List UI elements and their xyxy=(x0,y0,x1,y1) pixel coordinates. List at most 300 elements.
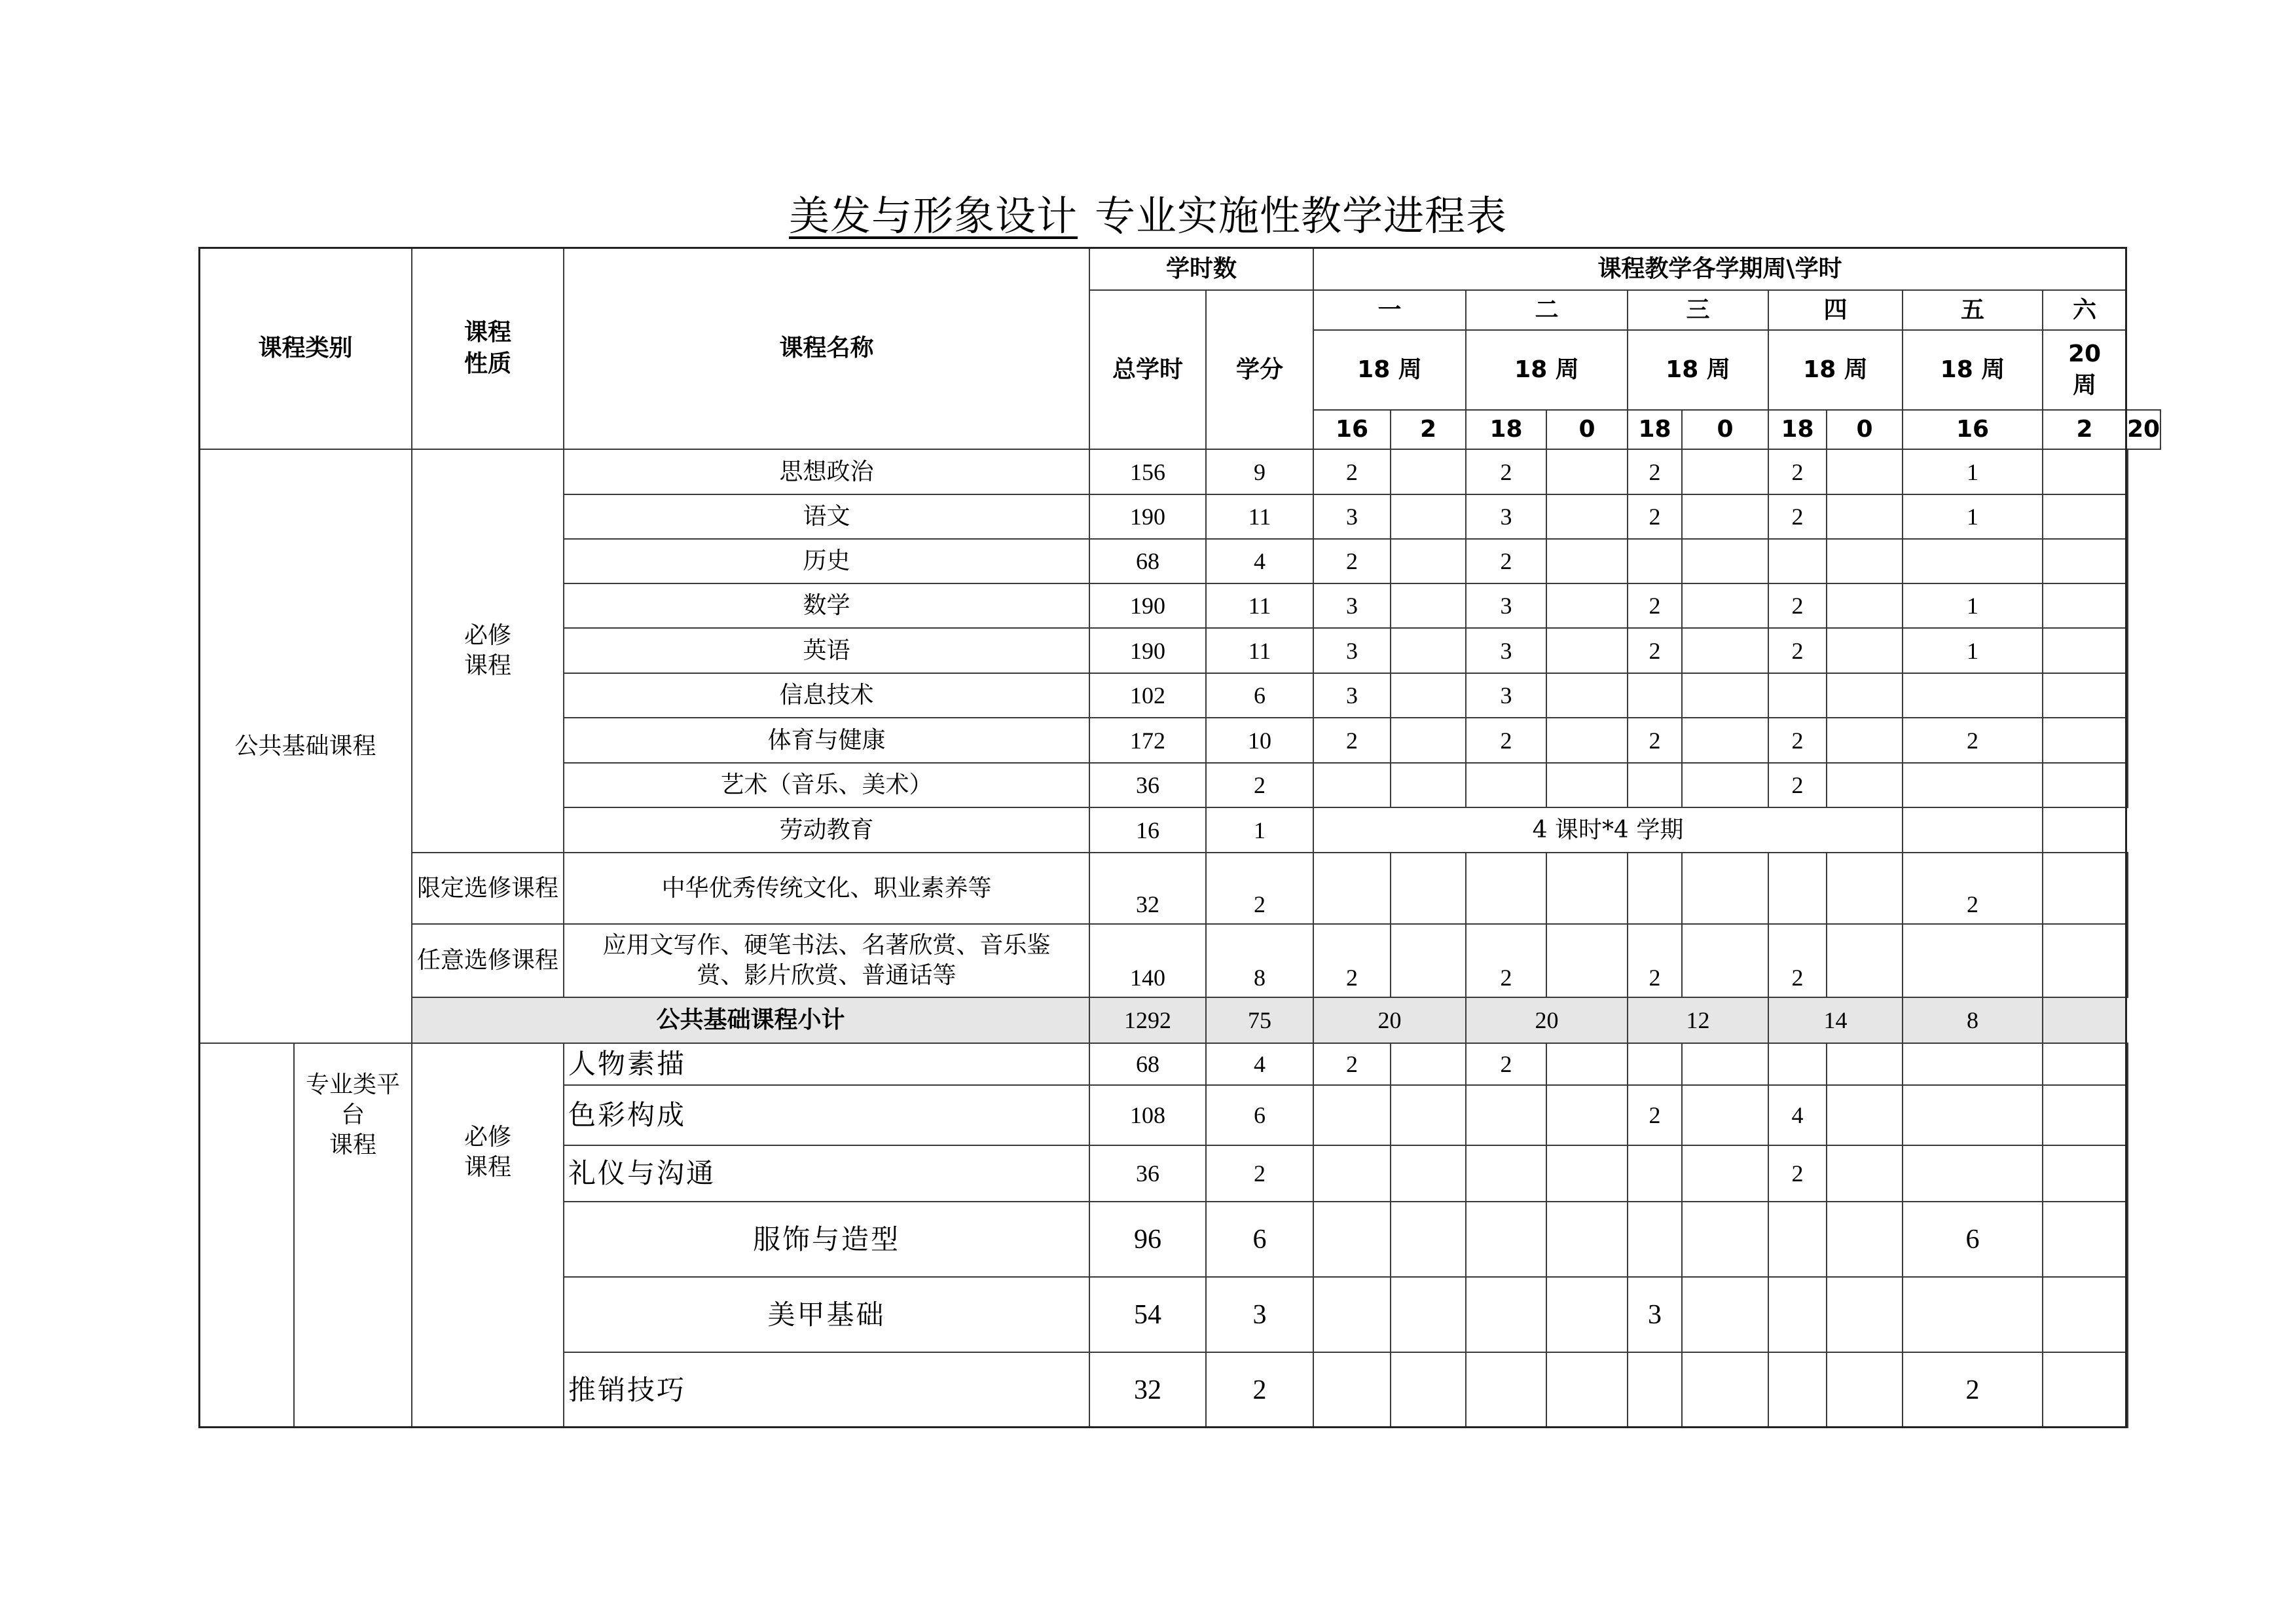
public-semester-cell xyxy=(1681,673,1769,718)
header-weeks-1-text: 18 周 xyxy=(1357,356,1422,383)
public-limited-elective xyxy=(411,852,564,925)
public-semester-cell xyxy=(1313,449,1391,495)
public-semester-cell xyxy=(1627,583,1683,629)
public-course-name xyxy=(563,923,1090,998)
public-semester-cell xyxy=(1681,923,1769,998)
public-semester-cell xyxy=(1390,627,1467,674)
public-course-name-text: 劳动教育 xyxy=(779,816,874,843)
header-sub-5-text: 0 xyxy=(1717,416,1734,443)
public-semester-cell-text: 1 xyxy=(1967,504,1978,530)
professional-course-name-text: 美甲基础 xyxy=(767,1298,886,1331)
professional-credit xyxy=(1205,1145,1314,1202)
professional-total-hours xyxy=(1089,1201,1207,1278)
professional-total-hours xyxy=(1089,1352,1207,1428)
header-nature-text: 课程 性质 xyxy=(464,319,511,377)
header-semester-2 xyxy=(1465,289,1628,331)
public-semester-cell xyxy=(1768,494,1827,540)
header-sub-2 xyxy=(1465,409,1547,450)
public-semester-cell xyxy=(1390,538,1467,584)
public-limited-elective-text: 限定选修课程 xyxy=(416,874,558,902)
header-weeks-4 xyxy=(1768,329,1903,411)
public-semester-cell xyxy=(1627,852,1683,925)
public-semester-cell xyxy=(2042,717,2127,764)
header-sub-4-text: 18 xyxy=(1638,416,1671,443)
professional-semester-cell xyxy=(1627,1145,1683,1202)
public-semester-cell-text: 3 xyxy=(1346,637,1358,664)
public-semester-cell xyxy=(1627,717,1683,764)
professional-semester-cell xyxy=(1313,1043,1391,1086)
public-semester-cell xyxy=(1768,923,1827,998)
public-course-name xyxy=(563,627,1090,674)
public-credit xyxy=(1205,494,1314,540)
public-semester-cell xyxy=(1902,852,2043,925)
public-subtotal-total xyxy=(1089,997,1207,1044)
public-semester-cell-text: 3 xyxy=(1500,504,1512,530)
header-weeks-2-text: 18 周 xyxy=(1514,356,1579,383)
header-credits-text: 学分 xyxy=(1235,356,1283,383)
header-sub-0 xyxy=(1313,409,1391,450)
public-semester-cell-text: 1 xyxy=(1967,458,1978,485)
public-semester-cell xyxy=(1390,583,1467,629)
professional-semester-cell xyxy=(1768,1145,1827,1202)
professional-semester-cell xyxy=(2126,1352,2128,1428)
professional-semester-cell xyxy=(1313,1352,1391,1428)
public-semester-cell xyxy=(1627,494,1683,540)
professional-semester-cell xyxy=(1681,1043,1769,1086)
public-course-name xyxy=(563,449,1090,495)
professional-credit-text: 2 xyxy=(1254,1160,1266,1187)
professional-required-text: 必修 课程 xyxy=(464,1124,511,1181)
professional-semester-cell xyxy=(1681,1145,1769,1202)
public-category-text: 公共基础课程 xyxy=(234,732,376,760)
professional-credit-text: 2 xyxy=(1252,1375,1267,1405)
public-semester-cell-text: 2 xyxy=(1649,727,1661,754)
public-semester-cell xyxy=(1681,717,1769,764)
professional-credit-text: 6 xyxy=(1252,1224,1267,1255)
professional-category xyxy=(198,1043,295,1428)
professional-semester-cell xyxy=(2126,1145,2128,1202)
public-semester-cell xyxy=(1902,627,2043,674)
header-sub-1-text: 2 xyxy=(1419,416,1437,443)
public-semester-cell xyxy=(1465,923,1547,998)
public-semester-cell xyxy=(1902,449,2043,495)
header-nature xyxy=(411,247,564,450)
public-subtotal-semester-2-text: 20 xyxy=(1535,1007,1559,1033)
public-semester-cell xyxy=(1826,852,1903,925)
public-subtotal-semester-5 xyxy=(1902,997,2043,1044)
professional-semester-cell xyxy=(1546,1043,1628,1086)
professional-semester-cell xyxy=(1390,1201,1467,1278)
professional-total-hours-text: 54 xyxy=(1134,1299,1161,1330)
public-subtotal-semester-4-text: 14 xyxy=(1823,1007,1848,1033)
public-credit xyxy=(1205,852,1314,925)
public-semester-cell-text: 2 xyxy=(1500,458,1512,485)
professional-credit-text: 6 xyxy=(1254,1102,1266,1128)
public-course-name-text: 体育与健康 xyxy=(767,726,886,754)
public-total-hours-text: 156 xyxy=(1130,458,1165,485)
professional-semester-cell xyxy=(1390,1084,1467,1146)
public-semester-cell-text: 2 xyxy=(1967,891,1978,917)
public-semester-cell-text: 2 xyxy=(1346,548,1358,574)
public-total-hours-text: 140 xyxy=(1130,965,1165,991)
public-semester-cell-text: 2 xyxy=(1500,965,1512,991)
header-weeks-5 xyxy=(1902,329,2043,411)
professional-semester-cell xyxy=(1313,1201,1391,1278)
public-semester-cell xyxy=(2042,762,2127,808)
public-semester-cell xyxy=(1546,583,1628,629)
header-total-hours-text: 总学时 xyxy=(1112,356,1183,383)
header-weeks-2 xyxy=(1465,329,1628,411)
professional-credit xyxy=(1205,1043,1314,1086)
public-semester-cell xyxy=(1313,494,1391,540)
professional-semester-cell xyxy=(1826,1201,1903,1278)
public-required xyxy=(411,449,564,853)
header-semester-4-text: 四 xyxy=(1823,296,1848,323)
header-semester-5 xyxy=(1902,289,2043,331)
public-semester-cell xyxy=(1465,627,1547,674)
header-category xyxy=(198,247,412,450)
public-semester-cell xyxy=(1627,762,1683,808)
professional-semester-cell xyxy=(2042,1043,2127,1086)
professional-semester-cell xyxy=(1313,1084,1391,1146)
header-semester-1-text: 一 xyxy=(1377,296,1402,323)
header-weeks-4-text: 18 周 xyxy=(1803,356,1868,383)
public-semester-cell xyxy=(1681,852,1769,925)
public-semester-cell-text: 2 xyxy=(1791,772,1804,798)
public-semester-cell-text: 2 xyxy=(1791,458,1804,485)
professional-semester-cell xyxy=(1902,1043,2043,1086)
professional-semester-cell xyxy=(1465,1084,1547,1146)
professional-course-name xyxy=(563,1145,1090,1202)
professional-platform-text: 专业类平 台 课程 xyxy=(305,1071,400,1158)
professional-course-name xyxy=(563,1352,1090,1428)
public-semester-cell-text: 2 xyxy=(1649,637,1661,664)
professional-required xyxy=(411,1043,564,1428)
header-sub-7-text: 0 xyxy=(1856,416,1873,443)
public-subtotal-semester-5-text: 8 xyxy=(1967,1007,1978,1033)
title-rest: 专业实施性教学进程表 xyxy=(1095,192,1508,240)
header-sub-1 xyxy=(1390,409,1467,450)
public-semester-cell xyxy=(1546,538,1628,584)
public-semester-cell xyxy=(1546,762,1628,808)
public-semester-cell xyxy=(1465,717,1547,764)
header-semester-6 xyxy=(2042,289,2127,331)
professional-platform xyxy=(293,1043,412,1428)
public-semester-cell xyxy=(1902,583,2043,629)
public-total-hours xyxy=(1089,583,1207,629)
public-credit xyxy=(1205,627,1314,674)
header-hours-group-text: 学时数 xyxy=(1165,255,1237,282)
professional-semester-cell xyxy=(1546,1084,1628,1146)
public-semester-cell xyxy=(1390,923,1467,998)
public-semester-cell xyxy=(1826,627,1903,674)
public-semester-cell xyxy=(1681,494,1769,540)
public-total-hours xyxy=(1089,807,1207,853)
professional-semester-cell xyxy=(1390,1352,1467,1428)
public-semester-cell xyxy=(1313,852,1391,925)
public-semester-cell xyxy=(1627,923,1683,998)
professional-semester-cell xyxy=(1681,1352,1769,1428)
page-title xyxy=(0,187,2296,246)
public-semester-cell-text: 2 xyxy=(1649,504,1661,530)
public-total-hours-text: 190 xyxy=(1130,637,1165,664)
public-semester-cell xyxy=(1902,673,2043,718)
header-sub-10-text: 20 xyxy=(2127,416,2160,443)
public-total-hours xyxy=(1089,627,1207,674)
public-category xyxy=(198,449,412,1044)
public-semester-cell xyxy=(1390,449,1467,495)
public-course-name xyxy=(563,717,1090,764)
public-semester-cell xyxy=(1681,538,1769,584)
public-subtotal-credit xyxy=(1205,997,1314,1044)
header-sub-9 xyxy=(2042,409,2127,450)
public-subtotal-semester-6 xyxy=(2042,997,2127,1044)
public-semester-cell xyxy=(2126,673,2128,718)
header-sub-8 xyxy=(1902,409,2043,450)
professional-total-hours xyxy=(1089,1084,1207,1146)
professional-semester-cell xyxy=(1826,1276,1903,1353)
public-semester-cell xyxy=(1465,762,1547,808)
header-sub-0-text: 16 xyxy=(1335,416,1369,443)
professional-semester-cell xyxy=(1465,1276,1547,1353)
public-semester-cell xyxy=(2042,627,2127,674)
professional-credit xyxy=(1205,1352,1314,1428)
public-course-name xyxy=(563,807,1090,853)
public-semester-cell xyxy=(2042,538,2127,584)
public-semester-cell xyxy=(2042,494,2127,540)
public-required-text: 必修 课程 xyxy=(464,622,511,679)
public-semester-cell-text: 2 xyxy=(1346,727,1358,754)
public-semester-cell-text: 2 xyxy=(1791,727,1804,754)
public-semester-cell xyxy=(1681,762,1769,808)
public-semester-cell xyxy=(1313,627,1391,674)
public-semester-cell xyxy=(1465,673,1547,718)
public-semester-cell xyxy=(1902,538,2043,584)
professional-semester-cell xyxy=(1768,1084,1827,1146)
public-semester-cell-text: 3 xyxy=(1346,504,1358,530)
professional-semester-cell-text: 2 xyxy=(1649,1102,1661,1128)
professional-total-hours xyxy=(1089,1276,1207,1353)
public-semester-cell xyxy=(1465,494,1547,540)
public-total-hours xyxy=(1089,494,1207,540)
public-semester-cell-text: 3 xyxy=(1346,682,1358,709)
public-semester-cell-text: 2 xyxy=(1791,593,1804,619)
professional-total-hours xyxy=(1089,1145,1207,1202)
professional-course-name-text: 服饰与造型 xyxy=(752,1223,900,1255)
header-sub-2-text: 18 xyxy=(1489,416,1523,443)
professional-semester-cell xyxy=(1546,1201,1628,1278)
public-semester-cell xyxy=(1902,494,2043,540)
public-semester-cell-text: 3 xyxy=(1346,593,1358,619)
public-credit-text: 2 xyxy=(1254,891,1266,917)
public-semester-cell xyxy=(1546,449,1628,495)
professional-semester-cell xyxy=(1681,1201,1769,1278)
public-course-name-text: 应用文写作、硬笔书法、名著欣赏、音乐鉴 赏、影片欣赏、普通话等 xyxy=(602,932,1051,989)
public-optional-elective-text: 任意选修课程 xyxy=(416,947,558,974)
professional-semester-cell xyxy=(2126,1084,2128,1146)
header-weeks-6 xyxy=(2042,329,2127,411)
professional-semester-cell xyxy=(1465,1043,1547,1086)
professional-semester-cell xyxy=(1465,1145,1547,1202)
public-semester-cell-text: 2 xyxy=(1791,965,1804,991)
header-sub-8-text: 16 xyxy=(1956,416,1990,443)
professional-semester-cell-text: 4 xyxy=(1791,1102,1804,1128)
public-semester-cell xyxy=(1768,717,1827,764)
public-semester-cell-text: 2 xyxy=(1346,458,1358,485)
header-sub-6-text: 18 xyxy=(1781,416,1814,443)
public-semester-cell-text: 2 xyxy=(1649,965,1661,991)
public-labor-schedule-text: 4 课时*4 学期 xyxy=(1532,816,1684,843)
public-semester-cell xyxy=(1681,449,1769,495)
public-credit-text: 9 xyxy=(1254,458,1266,485)
public-course-name xyxy=(563,538,1090,584)
professional-semester-cell xyxy=(1627,1084,1683,1146)
header-credits xyxy=(1205,289,1314,450)
public-semester-cell-text: 2 xyxy=(1791,637,1804,664)
public-total-hours-text: 36 xyxy=(1136,772,1159,798)
public-semester-cell xyxy=(1826,538,1903,584)
professional-semester-cell xyxy=(1902,1276,2043,1353)
professional-course-name xyxy=(563,1084,1090,1146)
public-semester-cell-text: 2 xyxy=(1649,593,1661,619)
public-semester-cell xyxy=(1681,583,1769,629)
professional-semester-cell xyxy=(1826,1145,1903,1202)
header-semester-3 xyxy=(1627,289,1769,331)
public-semester-cell xyxy=(1826,717,1903,764)
public-course-name-text: 数学 xyxy=(803,592,850,619)
public-total-hours-text: 32 xyxy=(1136,891,1159,917)
professional-semester-cell xyxy=(2042,1201,2127,1278)
public-credit-text: 1 xyxy=(1254,817,1266,843)
public-total-hours-text: 190 xyxy=(1130,504,1165,530)
public-semester-cell-text: 2 xyxy=(1649,458,1661,485)
professional-semester-cell xyxy=(1465,1352,1547,1428)
professional-semester-cell xyxy=(1546,1145,1628,1202)
public-semester-cell xyxy=(2126,923,2128,998)
professional-total-hours-text: 68 xyxy=(1136,1051,1159,1077)
professional-semester-cell xyxy=(1681,1084,1769,1146)
public-semester-cell xyxy=(1768,449,1827,495)
header-semesters-group xyxy=(1313,247,2127,291)
header-weeks-3-text: 18 周 xyxy=(1666,356,1730,383)
public-semester-cell-text: 3 xyxy=(1500,682,1512,709)
professional-semester-cell xyxy=(1681,1276,1769,1353)
public-total-hours xyxy=(1089,923,1207,998)
public-semester-cell xyxy=(1627,449,1683,495)
public-semester-cell xyxy=(1546,717,1628,764)
header-weeks-1 xyxy=(1313,329,1467,411)
public-semester-cell xyxy=(1313,762,1391,808)
professional-credit-text: 3 xyxy=(1252,1299,1267,1330)
professional-semester-cell xyxy=(1768,1276,1827,1353)
professional-semester-cell xyxy=(1768,1201,1827,1278)
public-subtotal-label-text: 公共基础课程小计 xyxy=(656,1006,845,1033)
professional-semester-cell xyxy=(2042,1352,2127,1428)
public-semester-cell xyxy=(1826,494,1903,540)
header-weeks-3 xyxy=(1627,329,1769,411)
header-course-name-text: 课程名称 xyxy=(779,335,874,361)
public-semester-cell xyxy=(1465,538,1547,584)
header-weeks-5-text: 18 周 xyxy=(1940,356,2005,383)
professional-semester-cell xyxy=(1313,1276,1391,1353)
professional-semester-cell xyxy=(1390,1043,1467,1086)
public-semester-cell xyxy=(1826,762,1903,808)
public-credit-text: 8 xyxy=(1254,965,1266,991)
public-subtotal-semester-2 xyxy=(1465,997,1628,1044)
professional-semester-cell xyxy=(1627,1201,1683,1278)
public-credit xyxy=(1205,538,1314,584)
public-semester-cell xyxy=(1390,762,1467,808)
public-total-hours xyxy=(1089,449,1207,495)
professional-semester-cell xyxy=(2042,1084,2127,1146)
header-total-hours xyxy=(1089,289,1207,450)
public-semester-cell xyxy=(1768,852,1827,925)
header-semester-6-text: 六 xyxy=(2072,296,2096,323)
header-semester-5-text: 五 xyxy=(1960,296,1984,323)
professional-course-name-text: 色彩构成 xyxy=(568,1099,687,1131)
public-semester-cell xyxy=(1826,673,1903,718)
professional-credit xyxy=(1205,1276,1314,1353)
public-credit xyxy=(1205,762,1314,808)
public-credit xyxy=(1205,583,1314,629)
header-semester-2-text: 二 xyxy=(1535,296,1559,323)
public-semester-cell-text: 2 xyxy=(1967,727,1978,754)
professional-semester-cell xyxy=(1465,1201,1547,1278)
public-course-name-text: 英语 xyxy=(803,637,850,664)
header-semester-1 xyxy=(1313,289,1467,331)
public-semester-cell xyxy=(1768,673,1827,718)
public-semester-cell xyxy=(1313,673,1391,718)
professional-semester-cell-text: 2 xyxy=(1791,1160,1804,1187)
public-semester-cell xyxy=(2042,807,2127,853)
public-course-name xyxy=(563,762,1090,808)
public-total-hours-text: 68 xyxy=(1136,548,1159,574)
public-course-name xyxy=(563,852,1090,925)
professional-semester-cell xyxy=(1390,1145,1467,1202)
public-semester-cell xyxy=(1390,717,1467,764)
public-semester-cell xyxy=(1902,807,2043,853)
public-course-name-text: 中华优秀传统文化、职业素养等 xyxy=(661,874,992,902)
professional-credit xyxy=(1205,1084,1314,1146)
public-semester-cell xyxy=(2042,923,2127,998)
public-course-name xyxy=(563,583,1090,629)
header-hours-group xyxy=(1089,247,1314,291)
header-semester-3-text: 三 xyxy=(1686,296,1710,323)
public-credit-text: 2 xyxy=(1254,772,1266,798)
public-semester-cell-text: 2 xyxy=(1500,548,1512,574)
public-semester-cell-text: 3 xyxy=(1500,593,1512,619)
public-semester-cell-text: 2 xyxy=(1791,504,1804,530)
public-labor-schedule xyxy=(1313,807,1903,853)
public-semester-cell-text: 1 xyxy=(1967,593,1978,619)
public-total-hours-text: 172 xyxy=(1130,727,1165,754)
public-semester-cell xyxy=(1313,538,1391,584)
professional-course-name-text: 礼仪与沟通 xyxy=(568,1157,716,1189)
public-semester-cell-text: 2 xyxy=(1500,727,1512,754)
public-semester-cell xyxy=(1313,923,1391,998)
header-sub-10 xyxy=(2126,409,2161,450)
public-total-hours xyxy=(1089,673,1207,718)
public-semester-cell xyxy=(2126,583,2128,629)
public-subtotal-semester-4 xyxy=(1768,997,1903,1044)
professional-semester-cell xyxy=(1768,1043,1827,1086)
public-semester-cell xyxy=(2042,673,2127,718)
public-subtotal-semester-1 xyxy=(1313,997,1467,1044)
professional-course-name-text: 推销技巧 xyxy=(568,1373,687,1406)
professional-semester-cell-text: 2 xyxy=(1965,1375,1980,1405)
public-credit xyxy=(1205,807,1314,853)
public-semester-cell xyxy=(1546,852,1628,925)
